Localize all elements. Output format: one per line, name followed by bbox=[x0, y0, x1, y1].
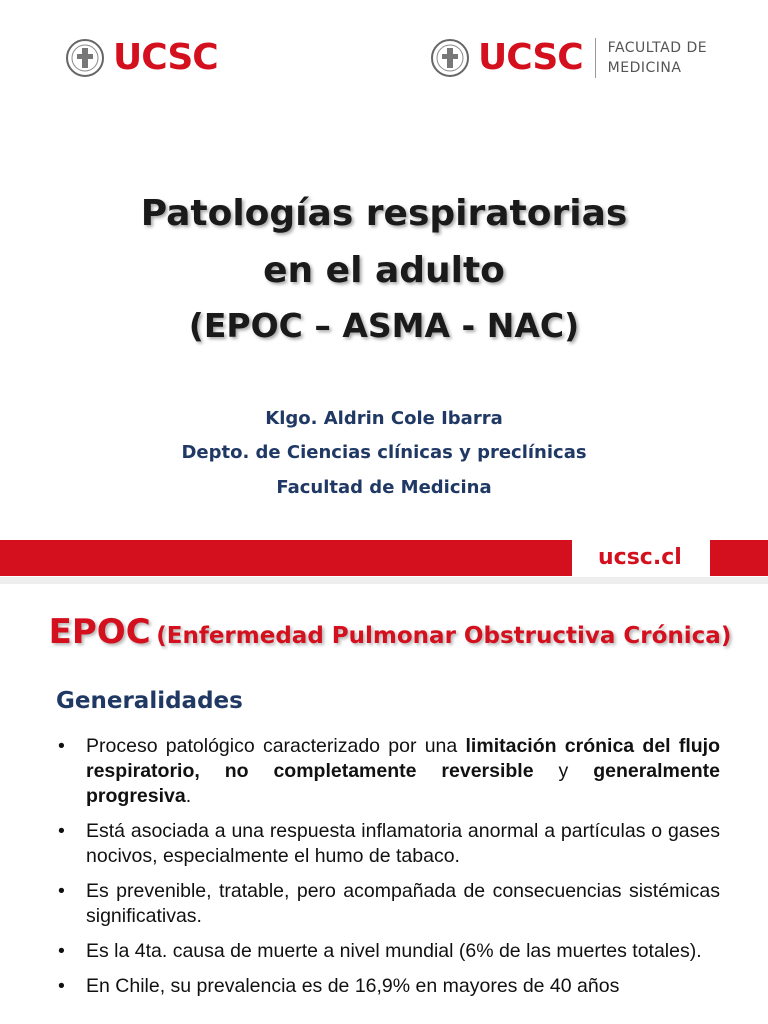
faculty-line-1: FACULTAD DE bbox=[607, 40, 708, 56]
slide-separator bbox=[0, 577, 768, 584]
faculty-line-2: MEDICINA bbox=[607, 60, 682, 76]
list-item: • Es prevenible, tratable, pero acompañada de consecuencias sistémicas significativas. bbox=[58, 879, 720, 929]
footer-bar-right bbox=[710, 540, 768, 576]
university-seal-icon bbox=[430, 38, 470, 78]
list-item: • En Chile, su prevalencia es de 16,9% en mayores de 40 años bbox=[58, 974, 720, 999]
department-name: Depto. de Ciencias clínicas y preclínicas bbox=[181, 442, 587, 463]
logo-divider bbox=[595, 38, 596, 78]
list-item: • Está asociada a una respuesta inflamatoria anormal a partículas o gases nocivos, especialmente el humo de tabaco. bbox=[58, 819, 720, 869]
slide-title-line-1: Patologías respiratorias bbox=[140, 193, 628, 234]
slide-title-line-2: en el adulto bbox=[263, 250, 505, 291]
faculty-label: Facultad de Medicina bbox=[276, 477, 492, 498]
ucsc-medicina-logo bbox=[430, 38, 707, 78]
brand-wordmark: UCSC bbox=[113, 37, 218, 78]
author-name: Klgo. Aldrin Cole Ibarra bbox=[265, 408, 503, 429]
faculty-name bbox=[608, 38, 707, 78]
heading-sub: (Enfermedad Pulmonar Obstructiva Crónica) bbox=[156, 623, 732, 649]
footer-bar-left bbox=[0, 540, 572, 576]
list-item: • Es la 4ta. causa de muerte a nivel mundial (6% de las muertes totales). bbox=[58, 939, 720, 964]
list-item: • Proceso patológico caracterizado por una limitación crónica del flujo respiratorio, no completamente reversible y generalmente progresiva. bbox=[58, 734, 720, 809]
website-link[interactable]: ucsc.cl bbox=[598, 545, 682, 570]
ucsc-logo-left bbox=[65, 38, 218, 78]
slide-subtitle: (EPOC – ASMA - NAC) bbox=[188, 306, 580, 345]
brand-wordmark: UCSC bbox=[478, 37, 583, 78]
university-seal-icon bbox=[65, 38, 105, 78]
heading-main: EPOC bbox=[48, 612, 151, 652]
section-title: Generalidades bbox=[56, 688, 243, 714]
bullet-list bbox=[58, 734, 720, 1009]
epoc-heading bbox=[20, 612, 760, 652]
